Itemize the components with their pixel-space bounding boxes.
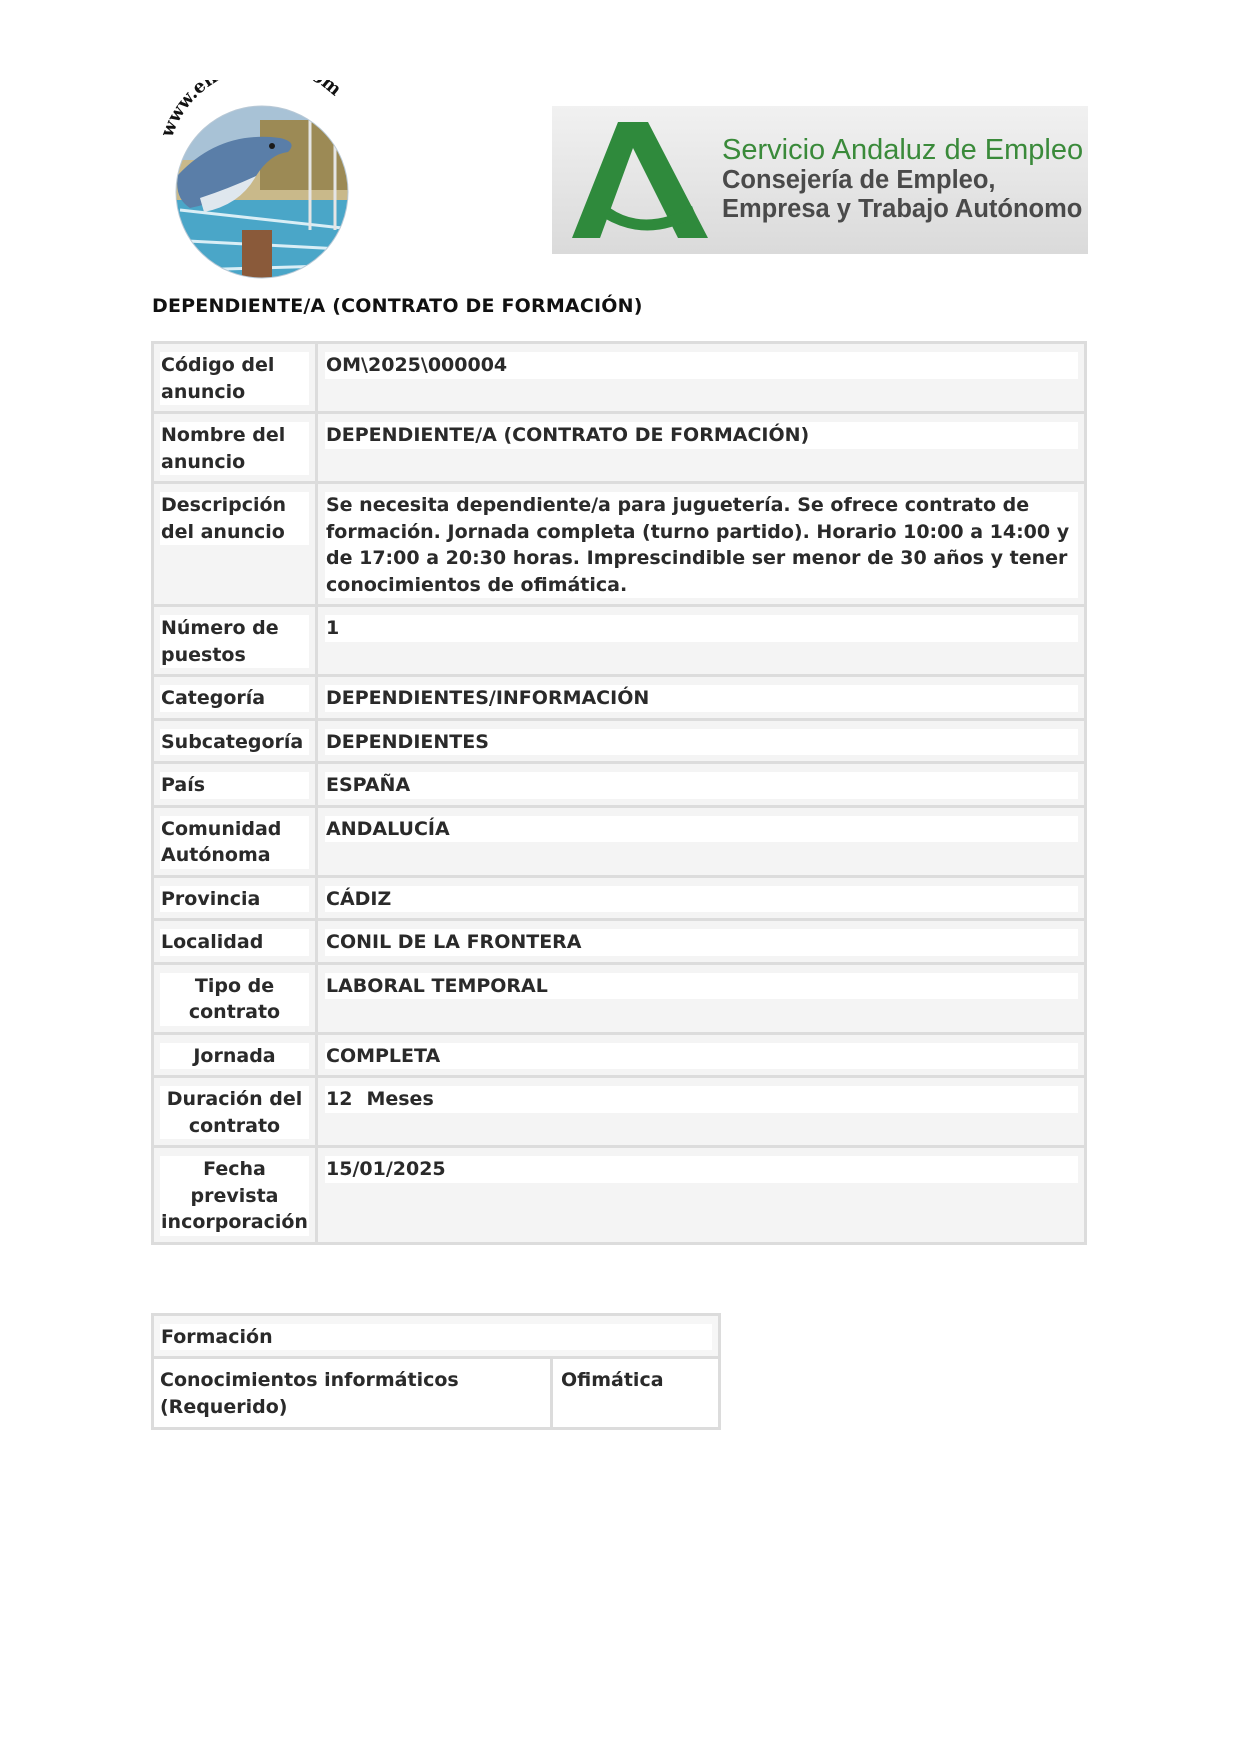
value-codigo: OM\2025\000004	[325, 352, 1078, 379]
row-codigo	[154, 344, 1084, 414]
row-jornada	[154, 1035, 1084, 1079]
value-subcategoria: DEPENDIENTES	[325, 729, 1078, 756]
label-duracion: Duración del contrato	[160, 1086, 309, 1139]
formacion-value: Ofimática	[561, 1369, 664, 1391]
sae-name: Servicio Andaluz de Empleo	[722, 134, 1084, 166]
value-pais: ESPAÑA	[325, 772, 1078, 799]
row-duracion	[154, 1078, 1084, 1148]
consejeria-line1: Consejería de Empleo,	[722, 166, 996, 194]
row-localidad	[154, 921, 1084, 965]
junta-andalucia-a-symbol-icon	[570, 120, 710, 242]
label-numero-puestos: Número de puestos	[160, 615, 309, 668]
sae-logo	[552, 106, 1088, 254]
label-comunidad: Comunidad Autónoma	[160, 816, 309, 869]
value-numero-puestos: 1	[325, 615, 1078, 642]
consejeria-line2: Empresa y Trabajo Autónomo	[722, 195, 1083, 223]
label-descripcion: Descripción del anuncio	[160, 492, 309, 545]
row-categoria	[154, 677, 1084, 721]
row-descripcion	[154, 484, 1084, 607]
label-localidad: Localidad	[160, 929, 309, 956]
row-subcategoria	[154, 721, 1084, 765]
label-nombre: Nombre del anuncio	[160, 422, 309, 475]
row-fecha-incorporacion	[154, 1148, 1084, 1242]
formacion-table	[151, 1313, 721, 1430]
value-tipo-contrato: LABORAL TEMPORAL	[325, 973, 1078, 1000]
formacion-heading: Formación	[160, 1324, 712, 1350]
row-pais	[154, 764, 1084, 808]
label-jornada: Jornada	[160, 1043, 309, 1070]
label-fecha-incorporacion: Fecha prevista incorporación	[160, 1156, 309, 1236]
value-localidad: CONIL DE LA FRONTERA	[325, 929, 1078, 956]
value-nombre: DEPENDIENTE/A (CONTRATO DE FORMACIÓN)	[325, 422, 1078, 449]
formacion-row	[154, 1359, 718, 1427]
value-descripcion: Se necesita dependiente/a para juguetería. Se ofrece contrato de formación. Jornada completa (turno partido). Horario 10:00 a 14:00 y de 17:00 a 20:30 horas. Imprescindible ser menor de 30 años y tener conocimientos de ofimática.	[325, 492, 1078, 598]
duracion-number: 12	[326, 1088, 353, 1110]
job-details-table	[151, 341, 1087, 1245]
value-duracion	[325, 1086, 1078, 1113]
label-categoria: Categoría	[160, 685, 309, 712]
label-subcategoria: Subcategoría	[160, 729, 309, 756]
label-codigo: Código del anuncio	[160, 352, 309, 405]
row-nombre	[154, 414, 1084, 484]
value-fecha-incorporacion: 15/01/2025	[325, 1156, 1078, 1183]
row-numero-puestos	[154, 607, 1084, 677]
page-title: DEPENDIENTE/A (CONTRATO DE FORMACIÓN)	[152, 295, 643, 317]
dolphin-boats-circle-logo-icon	[160, 80, 370, 280]
row-tipo-contrato	[154, 965, 1084, 1035]
formacion-requirement: Conocimientos informáticos (Requerido)	[154, 1359, 553, 1427]
enbarbate-logo	[160, 80, 370, 280]
label-pais: País	[160, 772, 309, 799]
value-jornada: COMPLETA	[325, 1043, 1078, 1070]
value-provincia: CÁDIZ	[325, 886, 1078, 913]
duracion-unit: Meses	[366, 1088, 434, 1110]
value-categoria: DEPENDIENTES/INFORMACIÓN	[325, 685, 1078, 712]
logo-text: ww.e m	[163, 80, 346, 126]
row-provincia	[154, 878, 1084, 922]
label-tipo-contrato: Tipo de contrato	[160, 973, 309, 1026]
label-provincia: Provincia	[160, 886, 309, 913]
value-comunidad: ANDALUCÍA	[325, 816, 1078, 843]
row-comunidad	[154, 808, 1084, 878]
